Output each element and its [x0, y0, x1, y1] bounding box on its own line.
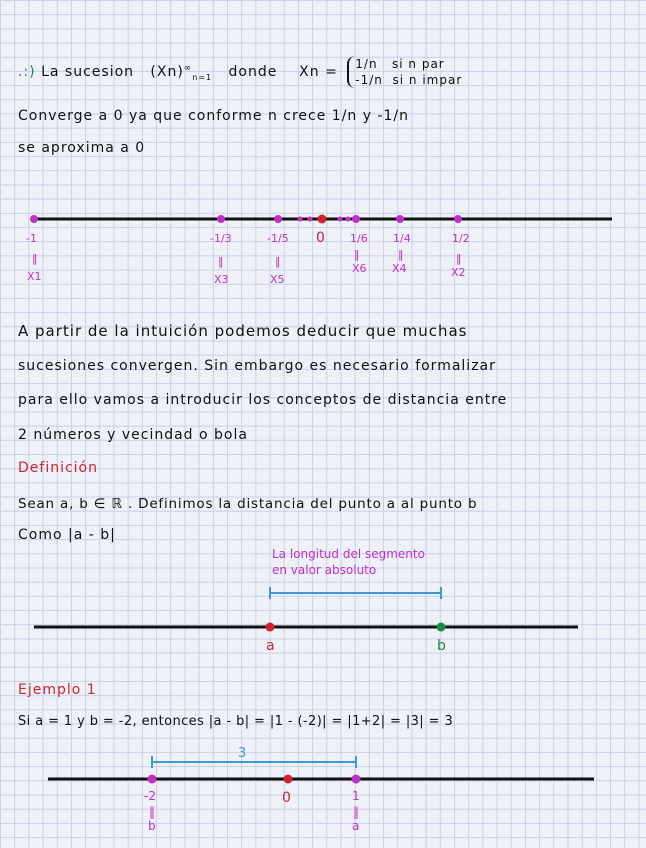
point-x4	[396, 215, 404, 223]
paragraph-line-3: para ello vamos a introducir los conceptos de distancia entre	[18, 392, 508, 408]
label-x4: 1/4	[393, 232, 411, 245]
label-x3: -1/3	[210, 232, 232, 245]
point-1	[352, 775, 361, 784]
paragraph-line-4: 2 números y vecindad o bola	[18, 427, 248, 443]
point-origin	[284, 775, 293, 784]
converge-line-2: se aproxima a 0	[18, 140, 146, 156]
svg-text:‖: ‖	[218, 255, 224, 268]
point-x2	[454, 215, 462, 223]
definition-line-1: Sean a, b ∈ ℝ . Definimos la distancia del punto a al punto b	[18, 496, 478, 512]
label-a-eq: a	[352, 819, 360, 833]
label-b: b	[437, 638, 446, 654]
intro-donde: donde	[228, 64, 278, 80]
point-x6	[352, 215, 360, 223]
converge-line-1: Converge a 0 ya que conforme n crece 1/n y -1/n	[18, 108, 410, 124]
label-1: 1	[352, 789, 360, 803]
sub-x3: X3	[214, 273, 229, 286]
label-x6: 1/6	[350, 232, 368, 245]
label-x2: 1/2	[452, 232, 470, 245]
annotation-line-2: en valor absoluto	[272, 563, 377, 577]
intro-text: La sucesion	[41, 64, 135, 80]
point-a	[266, 623, 275, 632]
svg-text:‖: ‖	[149, 805, 155, 819]
example-line: Si a = 1 y b = -2, entonces |a - b| = |1 - (-2)| = |1+2| = |3| = 3	[18, 714, 454, 729]
svg-text:‖: ‖	[32, 252, 38, 265]
bullet-mark: .:)	[18, 64, 36, 80]
point-zero	[318, 215, 327, 224]
point-b	[437, 623, 446, 632]
example-title: Ejemplo 1	[18, 682, 97, 698]
label-a: a	[266, 638, 275, 654]
xn-symbol: Xn =	[299, 64, 338, 80]
definition-line-2: Como |a - b|	[18, 527, 116, 543]
paragraph-line-1: A partir de la intuición podemos deducir que muchas	[18, 322, 468, 340]
svg-text:‖: ‖	[456, 252, 462, 265]
svg-text:‖: ‖	[398, 248, 404, 261]
label-x1: -1	[26, 232, 37, 245]
label-x5: -1/5	[267, 232, 289, 245]
sub-x5: X5	[270, 273, 285, 286]
point-x1	[30, 215, 38, 223]
sub-x6: X6	[352, 262, 367, 275]
label-minus2: -2	[144, 789, 156, 803]
svg-text:‖: ‖	[353, 805, 359, 819]
svg-text:‖: ‖	[275, 255, 281, 268]
label-zero: 0	[316, 230, 325, 246]
piecewise-cases: 1/n si n par -1/n si n impar	[347, 56, 462, 88]
point-x3	[217, 215, 225, 223]
point-x5	[274, 215, 282, 223]
label-b-eq: b	[148, 819, 156, 833]
paragraph-line-2: sucesiones convergen. Sin embargo es necesario formalizar	[18, 358, 496, 374]
sub-x2: X2	[451, 266, 466, 279]
sequence-symbol: $(Xn)^\infty_{n=1}$	[150, 63, 213, 82]
label-origin: 0	[282, 790, 291, 806]
definition-title: Definición	[18, 460, 98, 476]
example-distance: 3	[238, 746, 247, 761]
sub-x4: X4	[392, 262, 407, 275]
annotation-line-1: La longitud del segmento	[272, 547, 425, 561]
sub-x1: X1	[27, 270, 42, 283]
svg-text:‖: ‖	[354, 248, 360, 261]
point-minus2	[148, 775, 157, 784]
